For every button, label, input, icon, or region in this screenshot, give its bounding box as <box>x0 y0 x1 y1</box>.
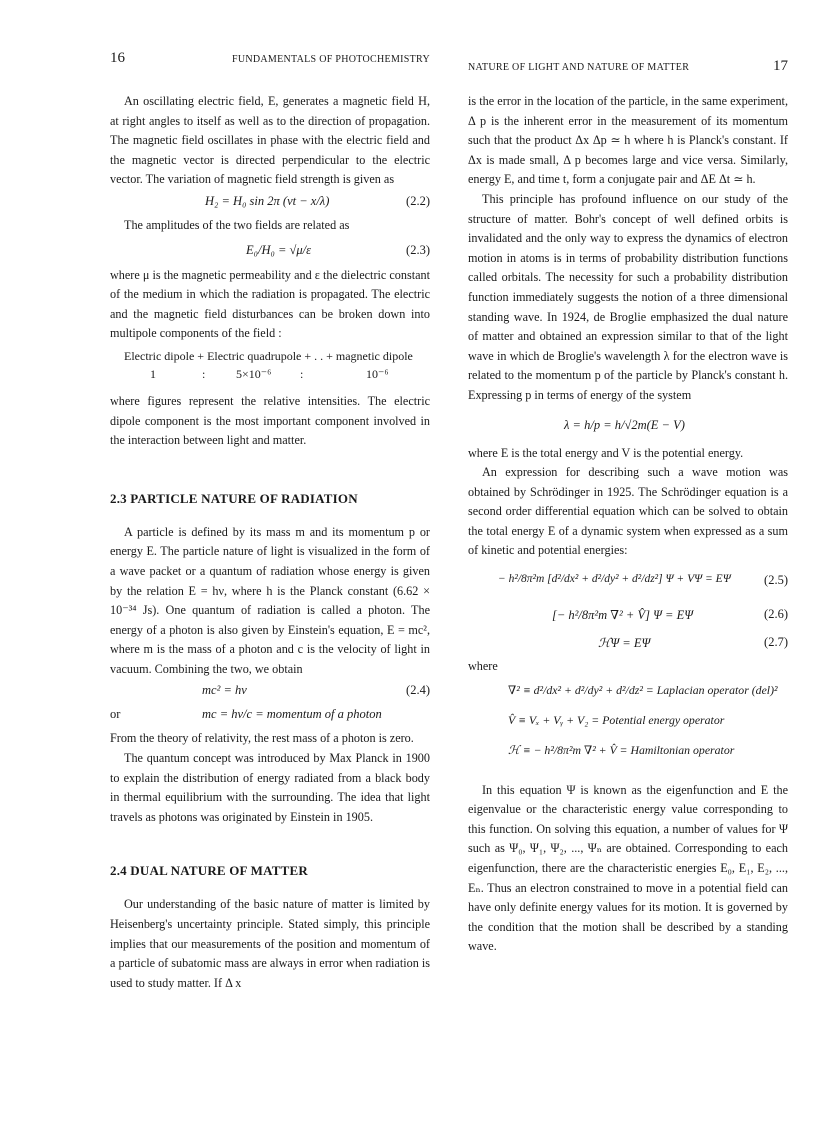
multipole-value: 1 <box>150 366 156 381</box>
paragraph: The amplitudes of the two fields are related as <box>124 217 350 232</box>
multipole-ratio-colon: : <box>202 366 206 381</box>
equation-body: mc² = hν <box>202 683 247 698</box>
equation-2-3 <box>110 238 430 264</box>
equation-body: − h²/8π²m [d²/dx² + d²/dy² + d²/dz²] Ψ + VΨ = EΨ <box>498 573 731 586</box>
multipole-value: 10⁻⁶ <box>366 366 389 381</box>
equation-2-5 <box>468 563 788 597</box>
equation-2-2 <box>110 192 430 214</box>
equation-number: (2.5) <box>764 573 788 588</box>
equation-2-7 <box>468 633 788 655</box>
equation-body: [− h²/8π²m ∇² + V̂] Ψ = EΨ <box>552 608 693 623</box>
equation-number: (2.7) <box>764 635 788 650</box>
paragraph: Our understanding of the basic nature of matter is limited by Heisenberg's uncertainty principle. Stated simply, this principle implies that our measurements of the position and momentum of a particle of subatomic mass are always in error when radiation is used to study matter. If Δ x <box>110 897 430 990</box>
equation-body: E₀/H₀ = √μ/ε <box>246 242 312 257</box>
paragraph: where figures represent the relative intensities. The electric dipole component is the most important component involved in the interaction between light and matter. <box>110 393 430 448</box>
paragraph: In this equation Ψ is known as the eigenfunction and E the eigenvalue or the characteristic energy value corresponding to this function. On solving this equation, a number of values for Ψ such as Ψ₀, Ψ₁, Ψ₂, ..., Ψₙ are obtained. Corresponding to each eigenfunction, there are the characteristic energies E₀, E₁, E₂, ..., Eₙ. Thus an electron constrained to move in a potential field can have only definite energy values for its motion. It is governed by the condition that the motion shall be described by a standing wave. <box>468 782 788 954</box>
equation-momentum <box>110 705 430 727</box>
paragraph: This principle has profound influence on our study of the structure of matter. Bohr's concept of well defined orbits is invalidated and the only way to express the dynamics of electron motion in atoms is in terms of probability distribution functions called orbitals. The necessity for such a probability distribution function immediately suggests the notion of a three dimensional standing wave. In 1924, de Broglie emphasized the dual nature of matter and obtained an expression similar to that of the light wave in which de Broglie's wavelength λ for the electron wave is related to the momentum p of the particle by Planck's constant h. Expressing p in terms of energy of the system <box>468 191 788 402</box>
equation-body: V̂ ≡ Vₓ + Vᵧ + V₂ = Potential energy operator <box>508 712 725 727</box>
paragraph: An expression for describing such a wave motion was obtained by Schrödinger in 1925. The Schrödinger equation is a second order differential equation which can be solved to obtain the total energy E of a dynamic system when expressed as a sum of kinetic and potential energies: <box>468 465 788 558</box>
paragraph: A particle is defined by its mass m and its momentum p or energy E. The particle nature of light is visualized in the form of a wave packet or a quantum of radiation whose energy is given by the relation E = hν, where h is the Planck constant (6.62 × 10⁻³⁴ Js). One quantum of radiation is called a photon. The energy of a photon is also given by Einstein's equation, E = mc², where m is the mass of a photon and c is the velocity of light in vacuum. Combining the two, we obtain <box>110 524 430 676</box>
running-head: NATURE OF LIGHT AND NATURE OF MATTER <box>468 62 690 73</box>
definition-hamiltonian <box>468 739 788 769</box>
page-header <box>110 50 430 70</box>
page-number: 17 <box>773 58 788 74</box>
equation-de-broglie <box>468 408 788 442</box>
paragraph: The quantum concept was introduced by Max Planck in 1900 to explain the distribution of energy radiated from a black body in thermal equilibrium with the surrounding. The idea that light travels as photons was originated by Einstein in 1905. <box>110 751 430 824</box>
right-page <box>468 50 788 957</box>
multipole-labels: Electric dipole + Electric quadrupole + . . + magnetic dipole <box>124 348 413 363</box>
equation-body: H₂ = H₀ sin 2π (νt − x/λ) <box>205 193 330 208</box>
paragraph: where E is the total energy and V is the potential energy. <box>468 445 744 460</box>
paragraph: From the theory of relativity, the rest mass of a photon is zero. <box>110 731 414 746</box>
paragraph: An oscillating electric field, E, generates a magnetic field H, at right angles to itself as well as to the direction of propagation. The magnetic field oscillates in phase with the electric field and the magnetic vector is directed perpendicular to the electric vector. The variation of magnetic field strength is given as <box>110 94 430 187</box>
equation-number: (2.2) <box>406 193 430 208</box>
section-heading: 2.3 PARTICLE NATURE OF RADIATION <box>110 490 358 506</box>
equation-body: ℋ ≡ − h²/8π²m ∇² + V̂ = Hamiltonian operator <box>508 742 735 757</box>
page-header <box>468 50 788 74</box>
multipole-value: 5×10⁻⁶ <box>236 366 272 381</box>
or-label: or <box>110 707 121 722</box>
page-number: 16 <box>110 50 125 66</box>
section-heading: 2.4 DUAL NATURE OF MATTER <box>110 863 308 879</box>
equation-number: (2.6) <box>764 607 788 622</box>
paragraph: where μ is the magnetic permeability and ε the dielectric constant of the medium in which the radiation is propagated. The electric and the magnetic field disturbances can be broken down into multipole components of the field : <box>110 267 430 341</box>
equation-number: (2.3) <box>406 242 430 257</box>
paragraph: is the error in the location of the particle, in the same experiment, Δ p is the inherent error in the measurement of its momentum such that the product Δx Δp ≃ h where h is Planck's constant. If Δx is made small, Δ p becomes large and vice versa. Similarly, energy E, and time t, form a conjugate pair and ΔE Δt ≃ h. <box>468 94 788 187</box>
where-label: where <box>468 659 498 674</box>
multipole-ratio-colon: : <box>300 366 304 381</box>
equation-body: λ = h/p = h/√2m(E − V) <box>564 417 685 432</box>
equation-body: ∇² ≡ d²/dx² + d²/dy² + d²/dz² = Laplacian operator (del)² <box>508 682 778 697</box>
running-head: FUNDAMENTALS OF PHOTOCHEMISTRY <box>231 54 430 65</box>
definition-potential <box>468 709 788 737</box>
equation-number: (2.4) <box>406 683 430 698</box>
multipole-table <box>110 348 430 384</box>
left-page <box>110 50 430 993</box>
equation-2-4 <box>110 681 430 703</box>
definition-laplacian <box>468 679 788 707</box>
equation-body: ℋΨ = EΨ <box>598 636 651 651</box>
equation-body: mc = hν/c = momentum of a photon <box>202 707 382 722</box>
equation-2-6 <box>468 599 788 631</box>
